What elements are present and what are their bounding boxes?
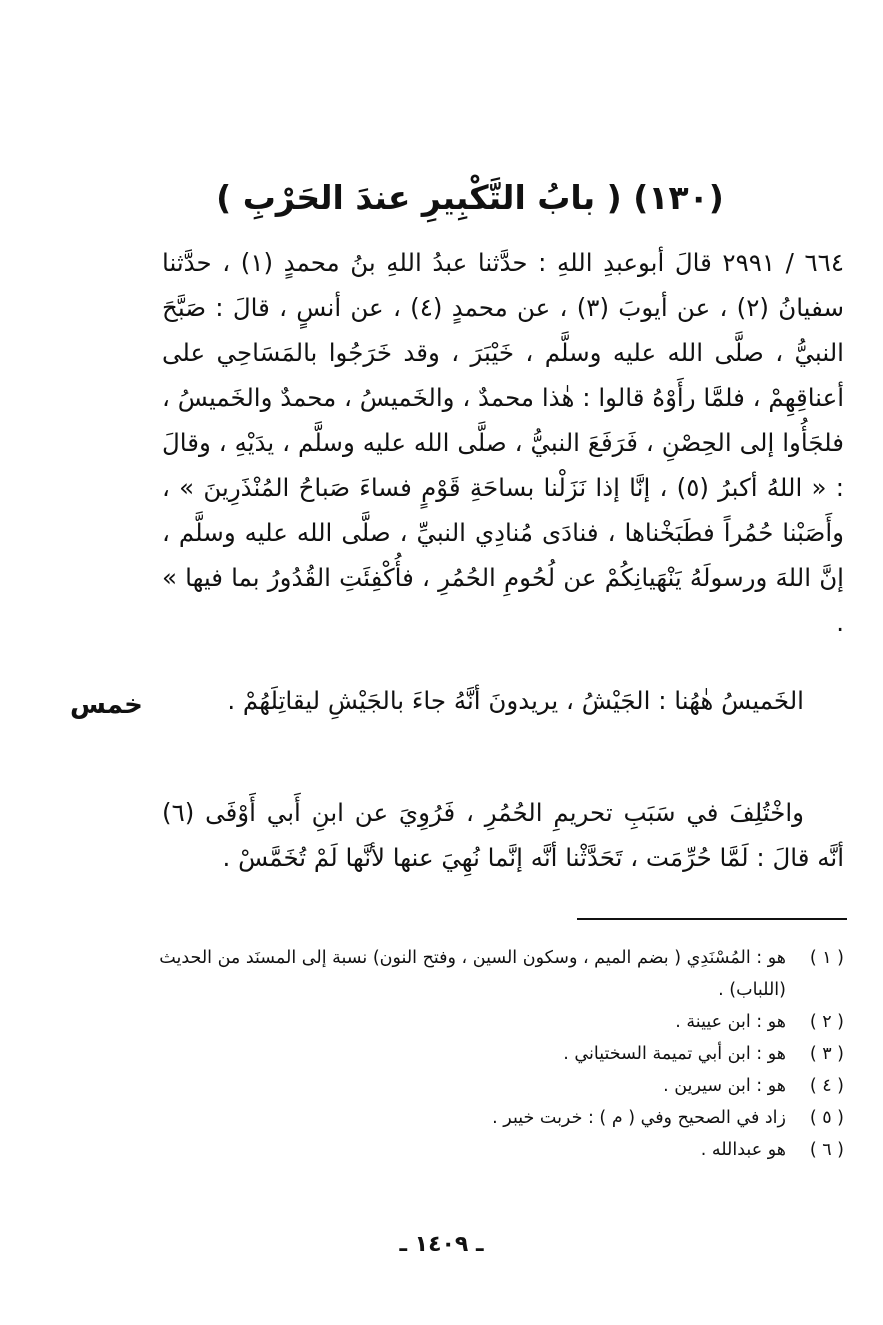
margin-keyword: خمس: [70, 690, 143, 720]
hadith-body: [162, 240, 844, 645]
footnote-item: [150, 942, 844, 1006]
footnote-item: [150, 1070, 844, 1102]
footnote-divider: [577, 918, 847, 920]
footnote-text: هو : المُسْنَدِي ( بضم الميم ، وسكون السين ، وفتح النون) نسبة إلى المسنَد من الحديث (اللباب) .: [159, 948, 786, 1000]
footnote-number: ( ١ ): [809, 948, 844, 968]
page-number: ـ ١٤٠٩ ـ: [399, 1232, 484, 1257]
variant-note: واخْتُلِفَ في سَبَبِ تحريمِ الحُمُرِ ، فَرُوِيَ عن ابنِ أَبي أَوْفَى (٦) أنَّه قالَ : لَمَّا حُرِّمَت ، تَحَدَّثْنا أنَّه إنَّما نُهِيَ عنها لأنَّها لَمْ تُخَمَّسْ .: [162, 798, 844, 872]
footnote-number: ( ٣ ): [809, 1044, 844, 1064]
footnote-number: ( ٥ ): [809, 1108, 844, 1128]
footnote-item: [150, 1038, 844, 1070]
gloss-text: الخَميسُ هٰهُنا : الجَيْشُ ، يريدونَ أنَّهُ جاءَ بالجَيْشِ ليقاتِلَهُمْ .: [227, 686, 804, 715]
gloss-section: [162, 678, 844, 723]
footnote-text: هو : ابن سيرين .: [663, 1076, 786, 1096]
footnote-text: هو : ابن عيينة .: [675, 1012, 786, 1032]
footnotes-list: [150, 942, 844, 1166]
hadith-text: ٦٦٤ / ٢٩٩١ قالَ أبوعبدِ اللهِ : حدَّثنا عبدُ اللهِ بنُ محمدٍ (١) ، حدَّثنا سفيانُ (٢) ، عن أيوبَ (٣) ، عن محمدٍ (٤) ، عن أنسٍ ، قالَ : صَبَّحَ النبيُّ ، صلَّى الله عليه وسلَّم ، خَيْبَرَ ، وقد خَرَجُوا بالمَسَاحِي على أعناقِهِمْ ، فلمَّا رأَوْهُ قالوا : هٰذا محمدٌ ، والخَميسُ ، محمدٌ والخَميسُ ، فلجَأُوا إلى الحِصْنِ ، فَرَفَعَ النبيُّ ، صلَّى الله عليه وسلَّم ، يدَيْهِ ، وقالَ : « اللهُ أكبرُ (٥) ، إنَّا إذا نَزَلْنا بساحَةِ قَوْمٍ فساءَ صَباحُ المُنْذَرِينَ » ، وأَصَبْنا حُمُراً فطَبَخْناها ، فنادَى مُنادِي النبيِّ ، صلَّى الله عليه وسلَّم ، إنَّ اللهَ ورسولَهُ يَنْهَيانِكُمْ عن لُحُومِ الحُمُرِ ، فأُكْفِئَتِ القُدُورُ بما فيها » .: [162, 248, 845, 637]
chapter-heading: (١٣٠) ( بابُ التَّكْبِيرِ عندَ الحَرْبِ ): [216, 178, 724, 217]
footnote-text: هو : ابن أبي تميمة السختياني .: [563, 1044, 786, 1064]
footnote-number: ( ٦ ): [809, 1140, 844, 1160]
footnote-item: [150, 1006, 844, 1038]
variant-section: [162, 790, 844, 880]
footnote-text: هو عبدالله .: [700, 1140, 786, 1160]
footnote-item: [150, 1134, 844, 1166]
footnote-text: زاد في الصحيح وفي ( م ) : خربت خيبر .: [492, 1108, 786, 1128]
footnote-number: ( ٢ ): [809, 1012, 844, 1032]
footnote-item: [150, 1102, 844, 1134]
footnote-number: ( ٤ ): [809, 1076, 844, 1096]
